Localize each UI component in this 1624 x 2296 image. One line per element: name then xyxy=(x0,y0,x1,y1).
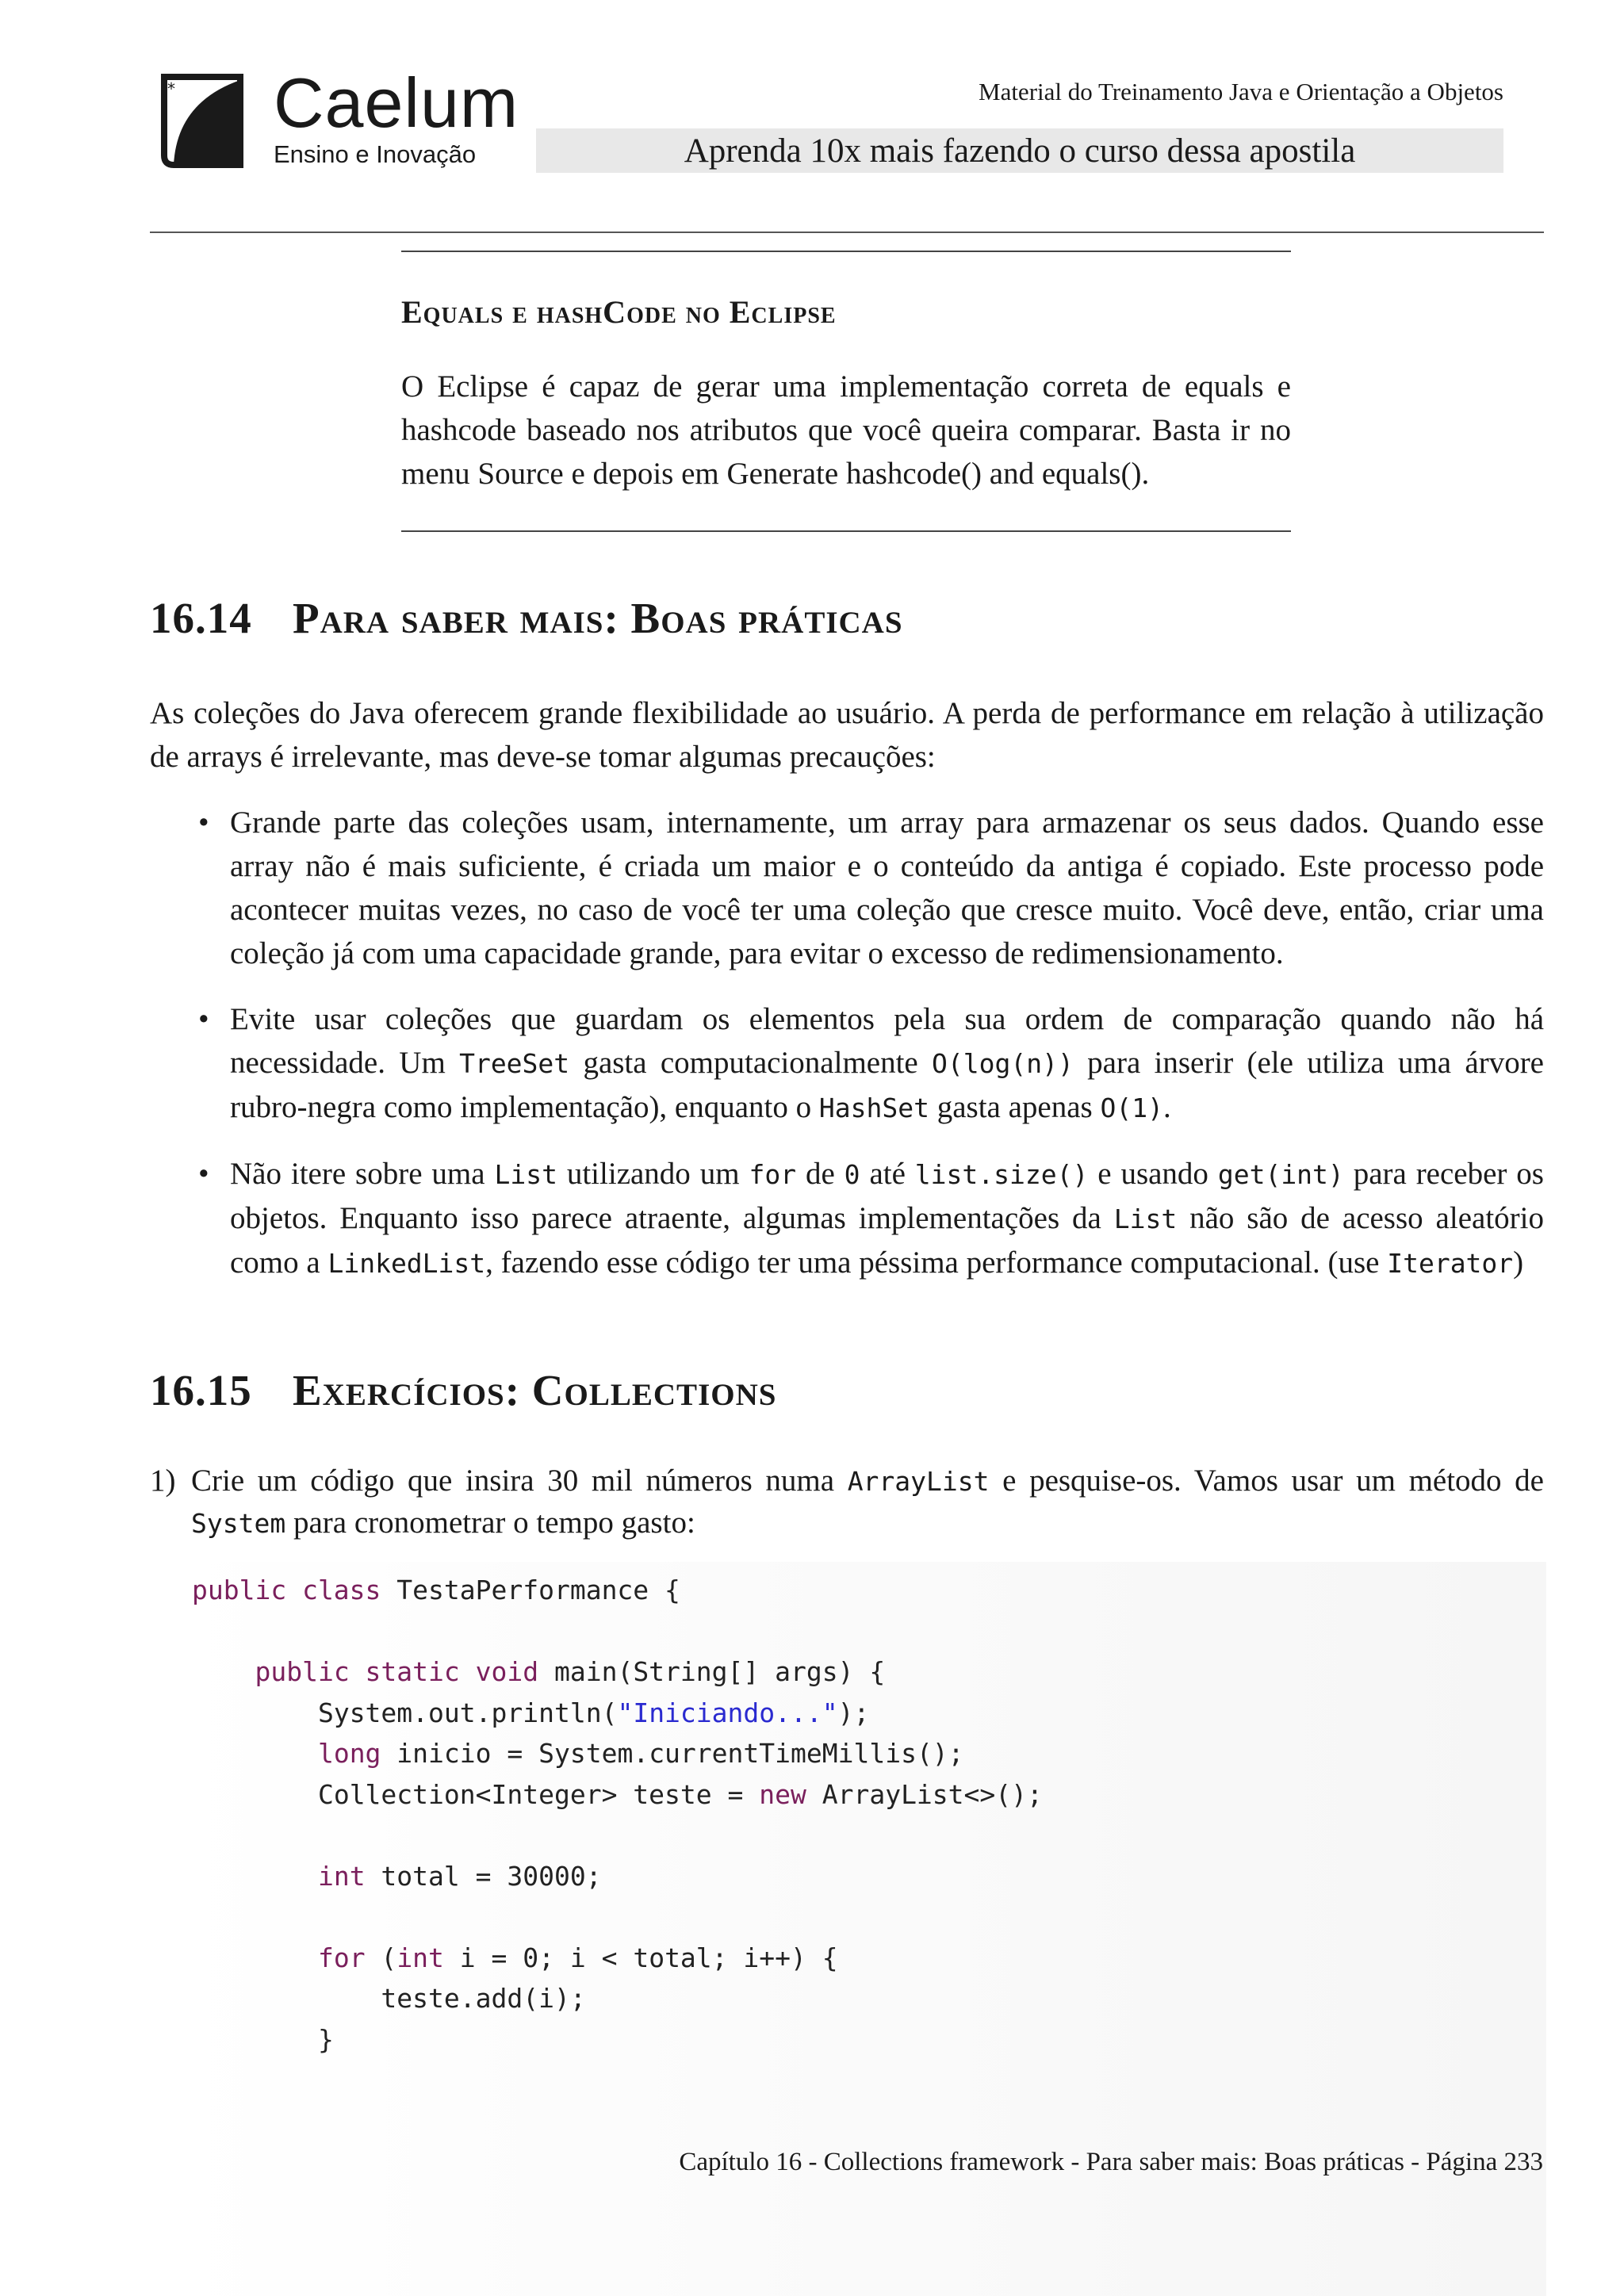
inline-code: HashSet xyxy=(818,1093,929,1123)
code-text: i = 0; i < total; i++) { xyxy=(443,1942,838,1973)
code-keyword: int xyxy=(396,1942,444,1973)
text-run: e usando xyxy=(1088,1157,1218,1191)
box-title: Equals e hashCode no Eclipse xyxy=(401,294,837,330)
code-keyword: public static void xyxy=(255,1656,539,1687)
text-run: gasta apenas xyxy=(929,1090,1101,1124)
bullet-icon: • xyxy=(198,1157,209,1191)
text-run: Evite usar coleções que guardam os elementos pela sua ordem de comparação quando não há necessidade. Um xyxy=(230,1002,1544,1080)
section-number: 16.14 xyxy=(150,594,252,642)
code-text: inicio = System.currentTimeMillis(); xyxy=(381,1738,964,1769)
inline-code: O(log(n)) xyxy=(932,1048,1074,1079)
inline-code: List xyxy=(494,1159,557,1190)
list-item xyxy=(198,1152,1544,1285)
page-footer: Capítulo 16 - Collections framework - Para saber mais: Boas práticas - Página 233 xyxy=(679,2148,1543,2176)
code-keyword: for xyxy=(317,1942,366,1973)
box-bottom-rule xyxy=(401,530,1291,532)
logo-name: Caelum xyxy=(274,63,519,142)
code-text: ); xyxy=(837,1697,870,1728)
code-text: ( xyxy=(365,1942,397,1973)
text-run: não são de acesso aleatório como a xyxy=(230,1201,1544,1280)
section-heading xyxy=(150,1365,776,1415)
section-heading xyxy=(150,593,903,643)
inline-code: get(int) xyxy=(1217,1159,1344,1190)
text-run: gasta computacionalmente xyxy=(569,1046,933,1080)
logo-tagline: Ensino e Inovação xyxy=(274,140,477,168)
text-run: , fazendo esse código ter uma péssima performance computacional. (use xyxy=(485,1246,1388,1280)
code-text: main(String[] args) { xyxy=(538,1656,886,1687)
inline-code: LinkedList xyxy=(327,1248,486,1279)
text-run: Crie um código que insira 30 mil números numa xyxy=(191,1464,848,1498)
list-item xyxy=(198,997,1544,1130)
material-title: Material do Treinamento Java e Orientação a Objetos xyxy=(979,78,1503,105)
box-text: O Eclipse é capaz de gerar uma implementação correta de equals e hashcode baseado nos atributos que você queira comparar. Basta ir no menu Source e depois em Generate hashcode() and equals(). xyxy=(401,369,1291,491)
code-text: TestaPerformance { xyxy=(381,1575,680,1605)
bullet-icon: • xyxy=(198,806,209,840)
code-keyword: public class xyxy=(192,1575,381,1605)
code-text: Collection<Integer> teste = xyxy=(317,1778,760,1810)
inline-code: 0 xyxy=(844,1159,860,1190)
list-item-text: Grande parte das coleções usam, internamente, um array para armazenar os seus dados. Quando esse array não é mais suficiente, é criada um maior e o conteúdo da antiga é copiado. Este processo pode acontecer muitas vezes, no caso de você ter uma coleção que cresce muito. Você deve, então, criar uma coleção já com uma capacidade grande, para evitar o excesso de redimensionamento. xyxy=(230,806,1544,970)
code-text: ArrayList<>(); xyxy=(806,1778,1043,1810)
code-text: System.out.println( xyxy=(317,1697,618,1728)
text-run: . xyxy=(1162,1090,1171,1124)
code-text: teste.add(i); xyxy=(381,1983,586,2014)
inline-code: List xyxy=(1113,1203,1178,1234)
text-run: ) xyxy=(1513,1246,1524,1280)
inline-code: O(1) xyxy=(1100,1093,1163,1123)
code-keyword: int xyxy=(317,1860,366,1892)
exercise-text xyxy=(191,1460,1544,1544)
text-run: de xyxy=(796,1157,845,1191)
exercise-item xyxy=(150,1460,1544,1544)
header-divider xyxy=(150,232,1544,233)
code-keyword: new xyxy=(759,1778,806,1810)
section-title: Exercícios: Collections xyxy=(293,1366,777,1414)
text-run: utilizando um xyxy=(557,1157,749,1191)
inline-code: ArrayList xyxy=(847,1466,990,1497)
inline-code: list.size() xyxy=(914,1159,1089,1190)
inline-code: TreeSet xyxy=(459,1048,570,1079)
svg-text:*: * xyxy=(167,79,175,98)
logo-text xyxy=(274,63,519,168)
caelum-logo-icon xyxy=(156,71,248,171)
code-string: "Iniciando..." xyxy=(617,1697,838,1728)
text-run: e pesquise-os. Vamos usar um método de xyxy=(989,1464,1544,1498)
text-run: até xyxy=(860,1157,915,1191)
list-item xyxy=(198,801,1544,975)
course-banner[interactable] xyxy=(536,128,1503,173)
section-title: Para saber mais: Boas práticas xyxy=(293,594,903,642)
exercise-index: 1) xyxy=(150,1464,176,1498)
code-keyword: long xyxy=(317,1738,381,1769)
text-run: para receber os objetos. Enquanto isso parece atraente, algumas implementações da xyxy=(230,1157,1544,1235)
inline-code: for xyxy=(749,1159,797,1190)
text-run: Não itere sobre uma xyxy=(230,1157,495,1191)
code-text: total = 30000; xyxy=(365,1860,602,1892)
bullet-icon: • xyxy=(198,1002,209,1036)
box-top-rule xyxy=(401,251,1291,252)
practices-list xyxy=(198,801,1544,1307)
code-block xyxy=(192,1570,1043,2060)
inline-code: System xyxy=(191,1508,286,1539)
inline-code: Iterator xyxy=(1387,1248,1514,1279)
section-intro: As coleções do Java oferecem grande flexibilidade ao usuário. A perda de performance em relação à utilização de arrays é irrelevante, mas deve-se tomar algumas precauções: xyxy=(150,696,1544,774)
code-text: } xyxy=(317,2023,334,2055)
course-banner-text: Aprenda 10x mais fazendo o curso dessa apostila xyxy=(684,132,1356,170)
section-number: 16.15 xyxy=(150,1366,252,1414)
text-run: para cronometrar o tempo gasto: xyxy=(285,1506,695,1540)
text-run: para inserir (ele utiliza uma árvore rubro-negra como implementação), enquanto o xyxy=(230,1046,1544,1124)
